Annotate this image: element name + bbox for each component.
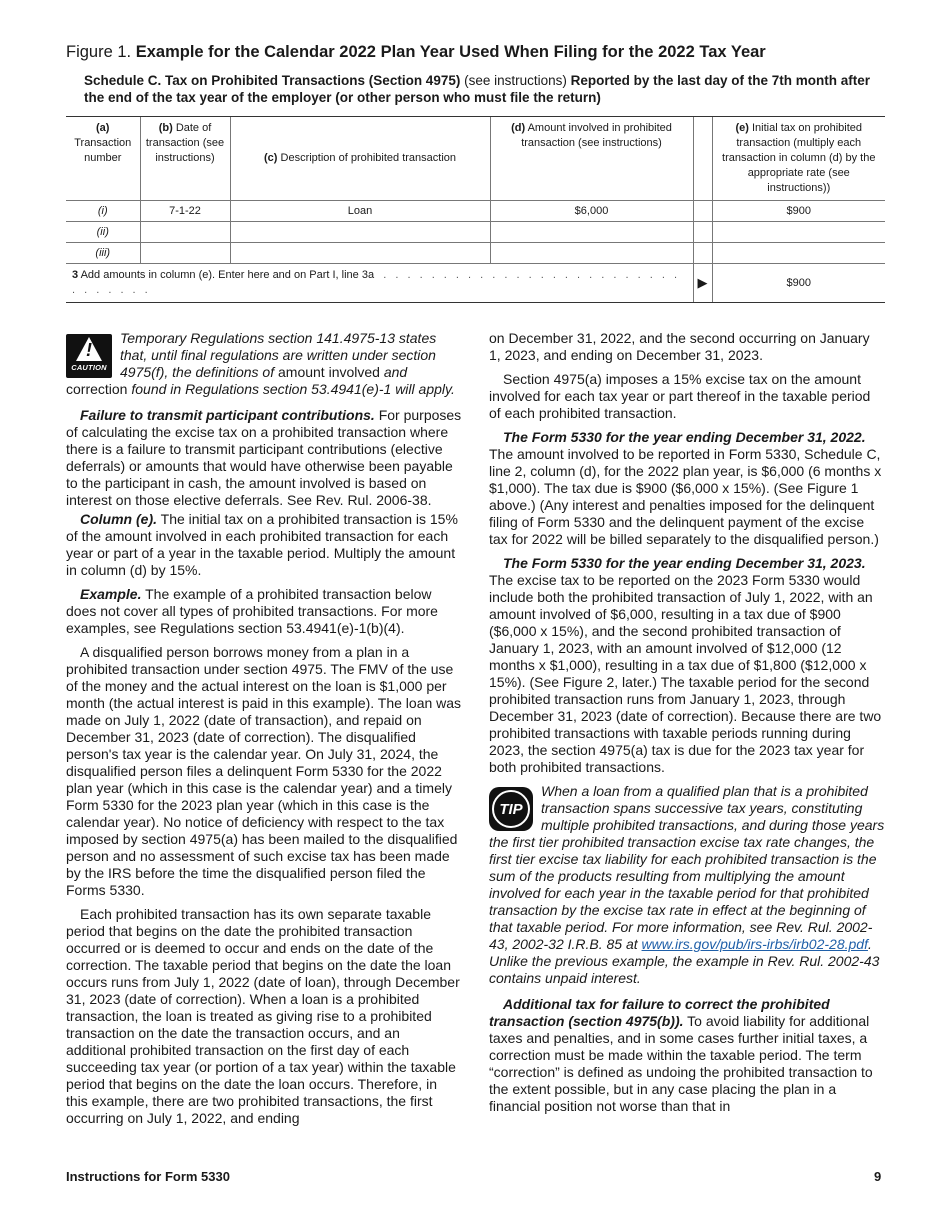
figure-title-text: Example for the Calendar 2022 Plan Year Used When Filing for the 2022 Tax Year (135, 43, 766, 61)
paragraph-taxable-period: Each prohibited transaction has its own separate taxable period that begins on the date the prohibited transaction occurred or is deemed to occur and ends on the date of the correction. The taxable period that begins on the date the loan occurs runs from July 1, 2022 (date of loan), through December 31, 2023 (date of correction). When a loan is a prohibited transaction, the loan is treated as giving rise to a prohibited transaction on the date the transaction occurs, and an additional prohibited transaction on the first day of each succeeding tax year (or portion of a tax year) within the taxable period that begins on the date the loan occurs. Therefore, in this example, there are two prohibited transactions, the first occurring on July 1, 2022, and ending (66, 906, 460, 1126)
total-line-number: 3 (72, 269, 79, 281)
paragraph-additional-tax: Additional tax for failure to correct the prohibited transaction (section 4975(b)). To avoid liability for additional taxes and penalties, and in some cases further initial taxes, a correction must be made within the taxable period. The term “correction” is defined as undoing the prohibited transaction to the extent possible, but in any case placing the plan in a financial position not worse than that in (489, 996, 873, 1114)
page-number: 9 (874, 1169, 882, 1184)
figure-title (66, 43, 766, 62)
right-column (489, 330, 885, 1122)
schedule-c-table (66, 116, 885, 303)
caution-note: ! CAUTION Temporary Regulations section 141.4975-13 states that, until final regulations are written under section 4975(f), the definitions of amount involved and correction found in Regulations section 53.4941(e)-1 will apply. (66, 330, 455, 397)
tip-icon: TIP (489, 787, 533, 831)
row-date (140, 243, 230, 264)
header-col-b: (b) Date of transaction (see instructions) (140, 117, 230, 201)
header-col-a: (a) Transaction number (66, 117, 140, 201)
irs-link[interactable]: www.irs.gov/pub/irs-irbs/irb02-28.pdf (641, 936, 868, 952)
table-row (66, 201, 885, 222)
row-description (230, 222, 490, 243)
row-spacer (693, 222, 712, 243)
paragraph-excise-tax: Section 4975(a) imposes a 15% excise tax on the amount involved for each tax year or part thereof in the taxable period of each prohibited transaction. (489, 371, 871, 421)
row-number: (i) (66, 201, 140, 222)
leader-dots: . . . . . . . . . . . . . . . . . . . . . . . . . . . . . . . . (72, 269, 681, 296)
schedule-heading (66, 72, 886, 106)
total-label-text: Add amounts in column (e). Enter here and on Part I, line 3a (80, 269, 375, 281)
row-description (230, 243, 490, 264)
footer-form-name: Instructions for Form 5330 (66, 1169, 230, 1184)
row-tax (712, 222, 885, 243)
tip-note: TIP When a loan from a qualified plan that is a prohibited transaction spans successive tax years, constituting multiple prohibited transactions, and during those years the first tier prohibited transaction excise tax rate changes, the first tier excise tax liability for each prohibited transaction is the sum of the products resulting from multiplying the amount involved for each year in the taxable period for that prohibited transaction by the excise tax rate in effect at the beginning of that taxable period. For more information, see Rev. Rul. 2002-43, 2002-32 I.R.B. 85 at www.irs.gov/pub/irs-irbs/irb02-28.pdf. Unlike the previous example, the example in Rev. Rul. 2002-43 contains unpaid interest. (489, 783, 885, 986)
arrow-icon: ▶ (693, 264, 712, 303)
figure-prefix: Figure 1. (66, 43, 132, 61)
row-amount (490, 243, 693, 264)
header-col-c: (c) Description of prohibited transaction (230, 117, 490, 201)
caution-icon: ! CAUTION (66, 334, 112, 378)
row-tax (712, 243, 885, 264)
table-header-row (66, 117, 885, 201)
paragraph-column-e: Column (e). The initial tax on a prohibited transaction is 15% of the amount involved in each prohibited transaction for each year or part of a year in the taxable period. Multiply the amount in column (d) by 15%. (66, 511, 458, 578)
paragraph-continued: on December 31, 2022, and the second occurring on January 1, 2023, and ending on December 31, 2023. (489, 330, 870, 363)
table-total-row (66, 264, 885, 303)
paragraph-form-2022: The Form 5330 for the year ending December 31, 2022. The amount involved to be reported in Form 5330, Schedule C, line 2, column (d), for the 2022 plan year, is $6,000 (6 months x $1,000). The tax due is $900 ($6,000 x 15%). (See Figure 1 above.) (Any interest and penalties imposed for the delinquent filing of Form 5330 and the delinquent payment of the excise tax for 2022 will be billed separately to the disqualified person.) (489, 429, 882, 547)
paragraph-example-details: A disqualified person borrows money from a plan in a prohibited transaction under section 4975. The FMV of the use of the money and the actual interest on the loan is $1,000 per month (the actual interest is paid in this example). The loan was made on July 1, 2022 (date of transaction), and repaid on December 31, 2023 (date of correction). The disqualified person's tax year is the calendar year. On July 31, 2024, the disqualified person files a delinquent Form 5330 for the 2022 plan year (which in this case is the calendar year) and a timely Form 5330 for the 2023 plan year (which in this case is the calendar year). No notice of deficiency with respect to the tax imposed by section 4975(a) has been mailed to the disqualified person and no assessment of such excise tax has been made by the IRS before the time the disqualified person filed the Forms 5330. (66, 644, 462, 898)
schedule-title-note: (see instructions) (464, 73, 567, 88)
schedule-title: Schedule C. Tax on Prohibited Transactions (Section 4975) (84, 73, 461, 88)
total-label (66, 264, 693, 303)
row-amount (490, 222, 693, 243)
schedule-title-deadline: Reported by the last day of the 7th month after the end of the tax year of the employer (or other person who must file the return) (84, 73, 870, 105)
paragraph-transmit: Failure to transmit participant contributions. For purposes of calculating the excise tax on a prohibited transaction where there is a failure to transmit participant contributions (elective deferrals) or amounts that would have otherwise been payable to the participant in cash, the amount involved is based on interest on those elective deferrals. See Rev. Rul. 2006-38. (66, 407, 462, 508)
header-spacer (693, 117, 712, 201)
table-row (66, 222, 885, 243)
left-column (66, 330, 462, 1134)
row-number: (ii) (66, 222, 140, 243)
total-value: $900 (712, 264, 885, 303)
row-description: Loan (230, 201, 490, 222)
header-col-d: (d) Amount involved in prohibited transaction (see instructions) (490, 117, 693, 201)
table-row (66, 243, 885, 264)
paragraph-form-2023: The Form 5330 for the year ending December 31, 2023. The excise tax to be reported on the 2023 Form 5330 would include both the prohibited transaction of July 1, 2022, with an amount involved of $6,000, resulting in a tax due of $900 ($6,000 x 15%), and the second prohibited transaction of January 1, 2023, with an amount involved of $12,000 (12 months x $1,000), resulting in a tax due of $1,800 ($12,000 x 15%). (See Figure 2, later.) The taxable period for the second prohibited transaction runs from January 1, 2023, through December 31, 2023 (date of correction). Because there are two prohibited transactions with taxable periods running during 2023, the section 4975(a) tax is due for the 2023 tax year for both prohibited transactions. (489, 555, 882, 775)
row-spacer (693, 243, 712, 264)
row-date: 7-1-22 (140, 201, 230, 222)
row-number: (iii) (66, 243, 140, 264)
row-tax: $900 (712, 201, 885, 222)
header-col-e: (e) Initial tax on prohibited transaction (multiply each transaction in column (d) by the appropriate rate (see instructions)) (712, 117, 885, 201)
row-date (140, 222, 230, 243)
paragraph-example: Example. The example of a prohibited transaction below does not cover all types of prohibited transactions. For more examples, see Regulations section 53.4941(e)-1(b)(4). (66, 586, 438, 636)
row-amount: $6,000 (490, 201, 693, 222)
row-spacer (693, 201, 712, 222)
